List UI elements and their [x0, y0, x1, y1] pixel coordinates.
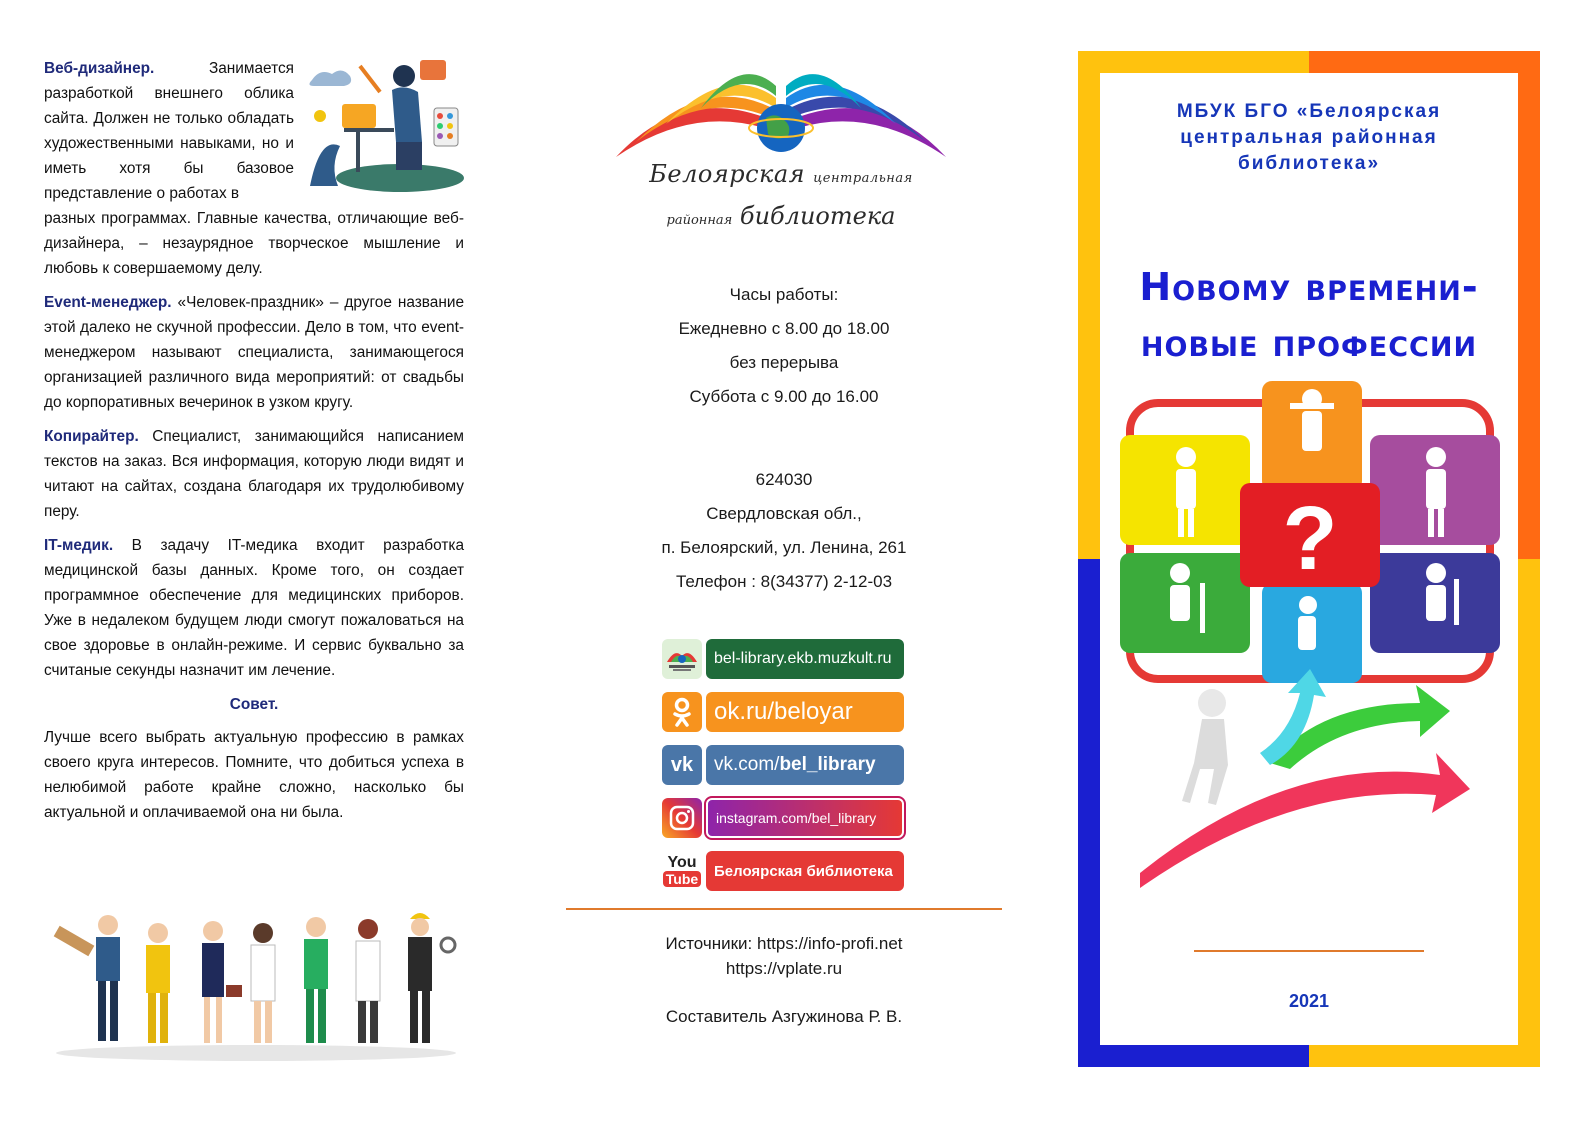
working-hours — [566, 278, 1002, 414]
advice-text: Лучше всего выбрать актуальную профессию в рамках своего круга интересов. Помните, что добиться успеха в нелюбимой работе крайне сложно, насколько бы актуальной и оплачиваемой она ни была. — [44, 729, 464, 821]
itmedic-term: IT-медик. — [44, 537, 114, 554]
hours-daily: Ежедневно с 8.00 до 18.00 — [678, 319, 890, 338]
social-vk-link[interactable] — [662, 744, 904, 786]
cover-inner — [1100, 73, 1518, 1045]
organization-name: МБУК БГО «Белоярская центральная районная библиотека» — [1176, 101, 1442, 174]
professions-people-illustration — [48, 905, 464, 1065]
itmedic-text: В задачу IT-медика входит разработка медицинской базы данных. Кроме того, он создает программное обеспечение для медицинских приборов. Уже в недалеком будущем люди смогут пожаловаться на свое здоровье в онлайн-режиме. И сервис буквально за считаные секунды назначит им лечение. — [44, 537, 465, 679]
copywriter-text: Специалист, занимающийся написанием текстов на заказ. Вся информация, которую люди видят и читают на сайтах, создана благодаря их трудолюбивому перу. — [44, 428, 465, 520]
instagram-url: instagram.com/bel_library — [706, 798, 904, 838]
svg-text:?: ? — [1282, 489, 1338, 589]
hours-title: Часы работы: — [729, 285, 839, 304]
webdesigner-term: Веб-дизайнер. — [44, 60, 155, 77]
social-instagram-link[interactable] — [662, 797, 904, 839]
left-column — [44, 56, 464, 834]
middle-divider — [566, 908, 1002, 910]
webdesigner-paragraph-bottom: разных программах. Главные качества, отличающие веб-дизайнера, – незаурядное творческое мышление и любовь к совершаемому делу. — [44, 210, 464, 277]
social-site-link[interactable] — [662, 638, 904, 680]
copywriter-term: Копирайтер. — [44, 428, 139, 445]
library-logo-icon — [662, 639, 702, 679]
compiler: Составитель Азгужинова Р. В. — [665, 1007, 903, 1026]
sources-line1: Источники: https://info-profi.net — [665, 934, 903, 953]
site-url: bel-library.ekb.muzkult.ru — [706, 639, 904, 679]
open-book-globe-icon — [616, 62, 946, 172]
vk-url: vk.com/ bel_library — [706, 745, 904, 785]
event-term: Event-менеджер. — [44, 294, 172, 311]
web-designer-illustration — [300, 56, 466, 196]
address-block — [566, 463, 1002, 599]
youtube-icon: You Tube — [662, 851, 702, 891]
event-paragraph — [44, 290, 464, 415]
webdesigner-text: Занимается разработкой внешнего облика сайта. Должен не только обладать художественными навыками, но и иметь хотя бы базовое представление о работах в — [44, 60, 294, 202]
social-links — [662, 638, 904, 903]
address-phone: Телефон : 8(34377) 2-12-03 — [675, 572, 893, 591]
cover-divider — [1194, 950, 1424, 952]
cover-panel — [1078, 51, 1540, 1067]
odnoklassniki-icon — [662, 692, 702, 732]
event-text: «Человек-праздник» – другое название этой далеко не скучной профессии. Дело в том, что event-менеджером называют специалиста, занимающегося организацией различного вида мероприятий: от свадьбы до корпоративных вечеринок в узком кругу. — [44, 294, 465, 411]
social-ok-link[interactable] — [662, 691, 904, 733]
cover-title: Новому времени- новые профессии — [1139, 265, 1479, 365]
vk-icon: vk — [662, 745, 702, 785]
webdesigner-paragraph-top — [44, 56, 294, 206]
sources — [566, 931, 1002, 981]
itmedic-paragraph — [44, 533, 464, 683]
professions-puzzle-illustration — [1120, 373, 1505, 888]
sources-line2: https://vplate.ru — [725, 959, 843, 978]
copywriter-paragraph — [44, 424, 464, 524]
logo-text-line2: районная библиотека — [666, 202, 896, 230]
address-region: Свердловская обл., — [706, 504, 862, 523]
social-youtube-link[interactable] — [662, 850, 904, 892]
instagram-icon — [662, 798, 702, 838]
hours-saturday: Суббота с 9.00 до 16.00 — [689, 387, 879, 406]
youtube-channel: Белоярская библиотека — [706, 851, 904, 891]
ok-url: ok.ru/beloyar — [706, 692, 904, 732]
address-zip: 624030 — [755, 470, 813, 489]
advice-title: Совет. — [229, 696, 279, 713]
address-street: п. Белоярский, ул. Ленина, 261 — [661, 538, 907, 557]
year: 2021 — [1288, 991, 1330, 1011]
hours-break: без перерыва — [729, 353, 839, 372]
logo-text-line1: Белоярская центральная — [649, 160, 913, 188]
library-logo — [616, 62, 946, 242]
